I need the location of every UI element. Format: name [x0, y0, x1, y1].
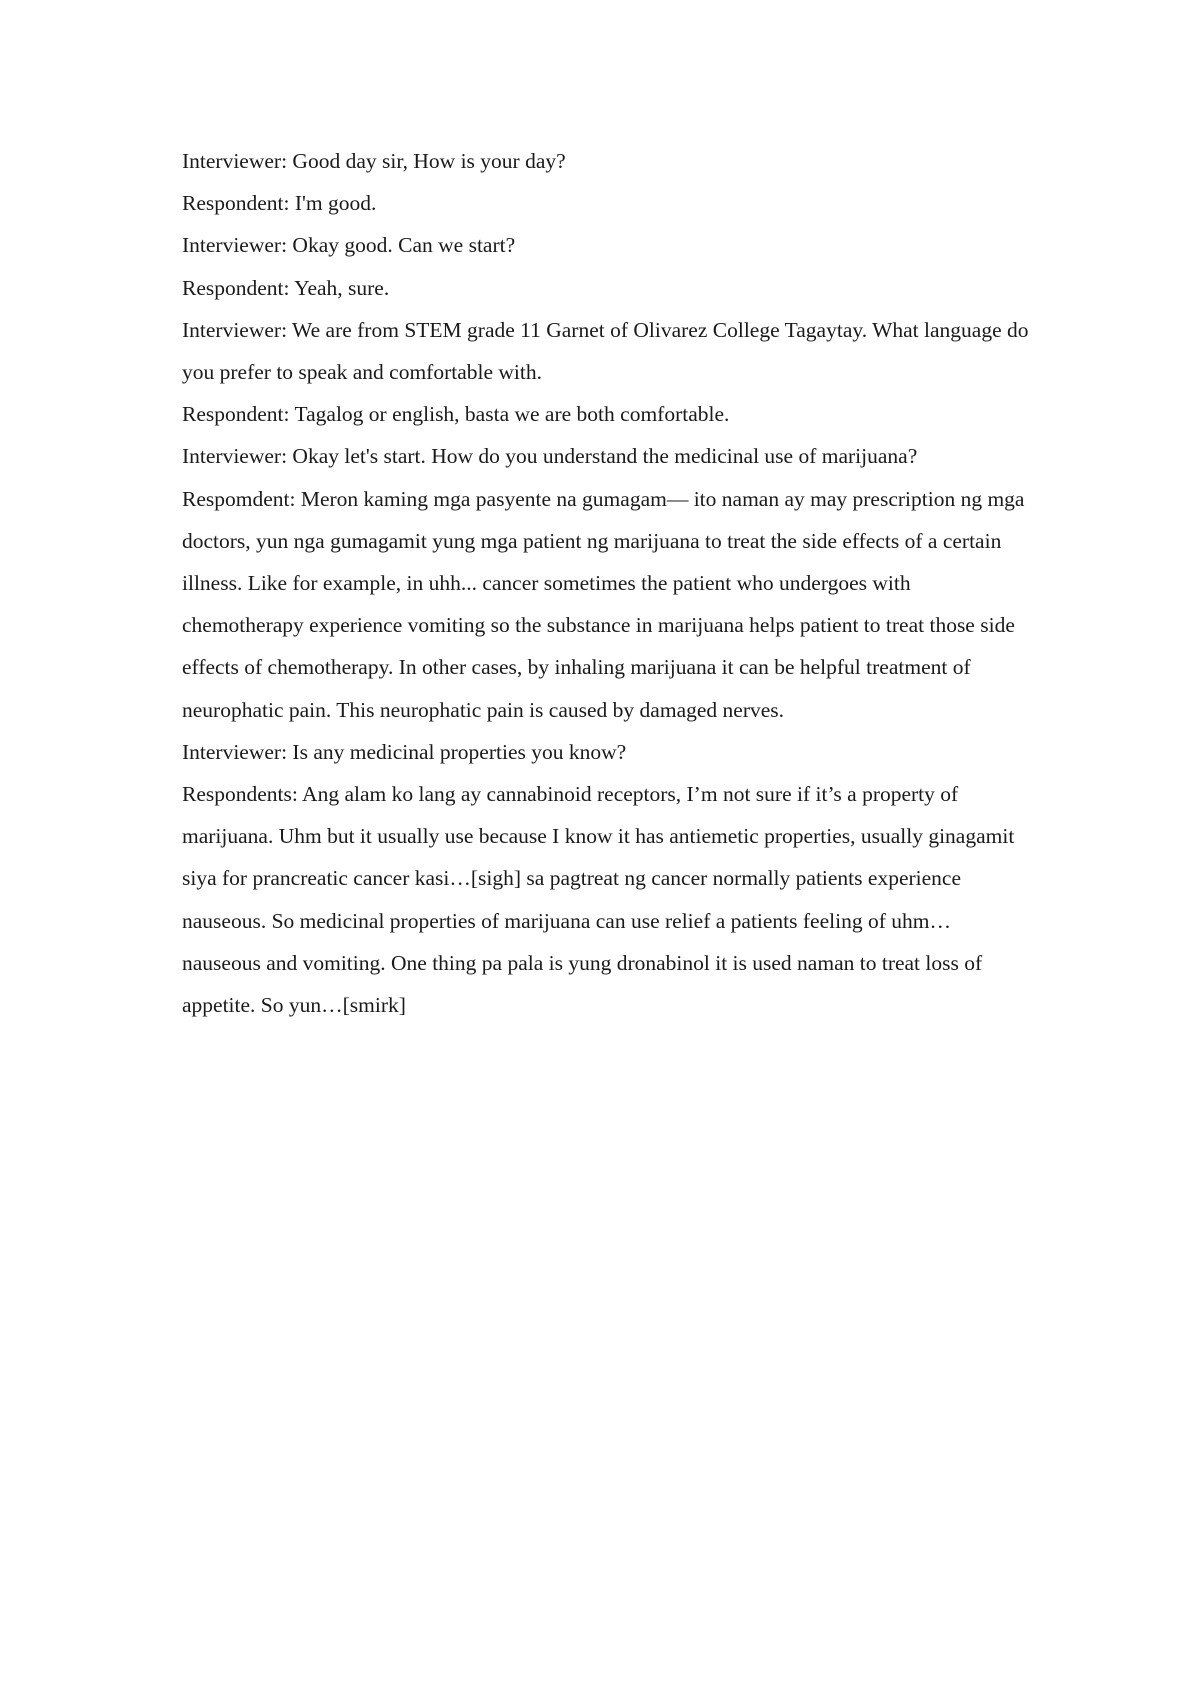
transcript-turn: Interviewer: Is any medicinal properties you know? [182, 739, 627, 764]
transcript-turn: Respondent: I'm good. [182, 191, 377, 216]
transcript-turn: Interviewer: We are from STEM grade 11 Garnet of Olivarez College Tagaytay. What language do you prefer to speak and comfortable with. [182, 317, 1029, 385]
transcript-turn: Interviewer: Okay let's start. How do you understand the medicinal use of marijuana? [182, 444, 918, 469]
transcript-turn: Interviewer: Good day sir, How is your day? [182, 149, 566, 173]
transcript-turn: Respondent: Yeah, sure. [182, 275, 390, 300]
transcript-turn: Respondents: Ang alam ko lang ay cannabinoid receptors, I’m not sure if it’s a property of marijuana. Uhm but it usually use because I know it has antiemetic properties, usually ginagamit siya for prancreatic cancer kasi…[sigh] sa pagtreat ng cancer normally patients experience nauseous. So medicinal properties of marijuana can use relief a patients feeling of uhm… nauseous and vomiting. One thing pa pala is yung dronabinol it is used naman to treat loss of appetite. So yun…[smirk] [182, 782, 1015, 1018]
transcript-turn: Respomdent: Meron kaming mga pasyente na gumagam— ito naman ay may prescription ng mga doctors, yun nga gumagamit yung mga patient ng marijuana to treat the side effects of a certain illness. Like for example, in uhh... cancer sometimes the patient who undergoes with chemotherapy experience vomiting so the substance in marijuana helps patient to treat those side effects of chemotherapy. In other cases, by inhaling marijuana it can be helpful treatment of neurophatic pain. This neurophatic pain is caused by damaged nerves. [182, 486, 1025, 722]
interview-transcript [182, 140, 1034, 1026]
transcript-turn: Respondent: Tagalog or english, basta we are both comfortable. [182, 402, 730, 427]
transcript-turn: Interviewer: Okay good. Can we start? [182, 233, 516, 258]
